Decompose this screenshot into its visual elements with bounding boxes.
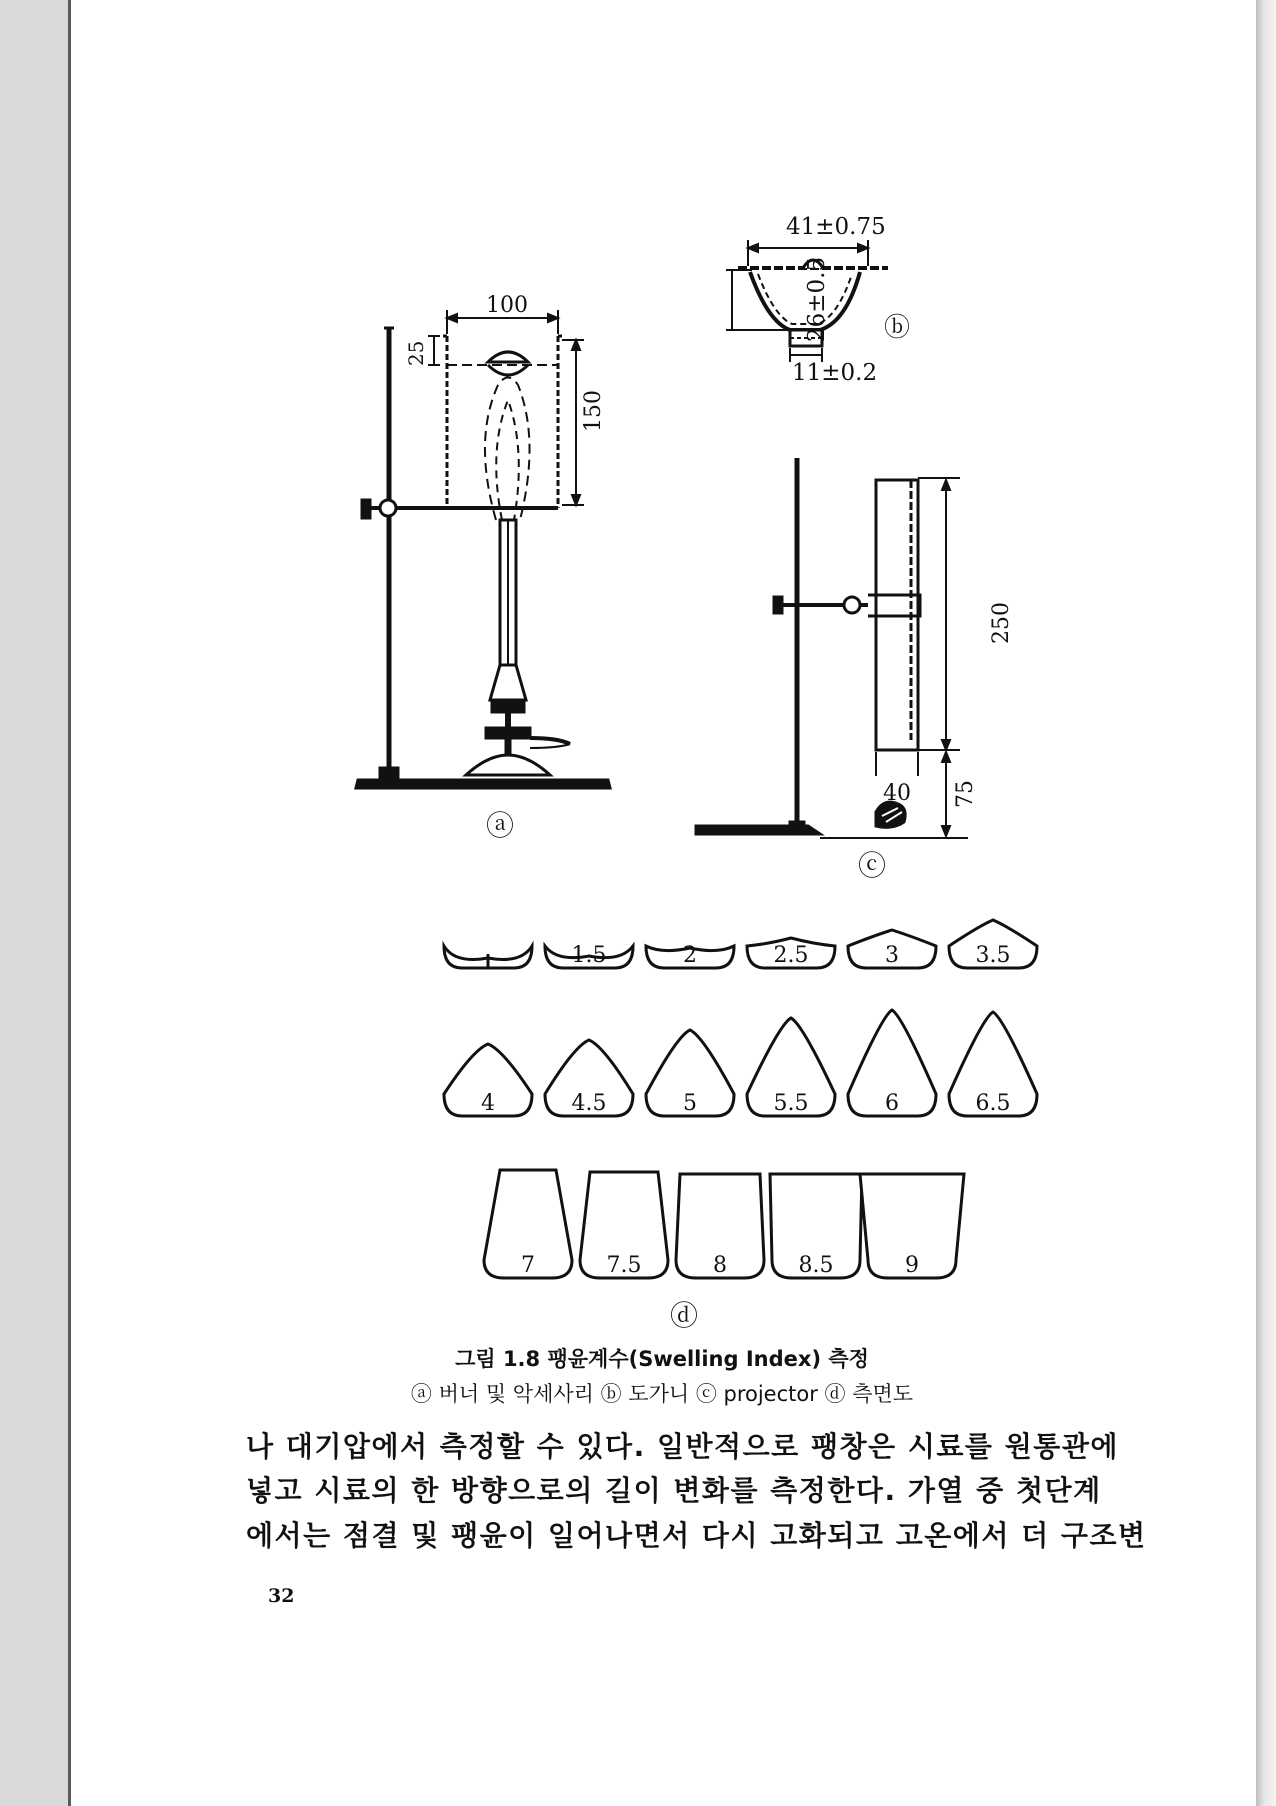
panel-c-label: ⓒ — [858, 849, 887, 882]
panel-a-dim-top: 25 — [404, 340, 428, 366]
panel-b-dim-height: 26±0.5 — [804, 256, 830, 342]
panel-a-label: ⓐ — [486, 809, 515, 842]
panel-d-profiles — [444, 920, 1037, 1278]
swelling-profile-label: 7 — [521, 1253, 535, 1278]
panel-a-burner-apparatus — [356, 328, 610, 788]
body-text-line-2: 넣고 시료의 한 방향으로의 길이 변화를 측정한다. 가열 중 첫단계 — [246, 1474, 1102, 1507]
panel-b-dim-bottom: 11±0.2 — [792, 360, 878, 386]
swelling-profile-label: 4 — [481, 1091, 495, 1116]
swelling-profile-label: 3.5 — [975, 943, 1011, 968]
panel-c-tube-apparatus — [696, 458, 968, 838]
swelling-profile-label: 3 — [885, 943, 899, 968]
page-edge-left — [68, 0, 71, 1806]
figure-caption-subtitle: ⓐ 버너 및 악세사리 ⓑ 도가니 ⓒ projector ⓓ 측면도 — [410, 1382, 914, 1406]
swelling-profile-label: 8 — [713, 1253, 727, 1278]
swelling-profile-label: 4.5 — [571, 1091, 607, 1116]
swelling-profile-label: 6.5 — [975, 1091, 1011, 1116]
page-edge-right — [1256, 0, 1276, 1806]
panel-b-dim-top: 41±0.75 — [786, 214, 886, 240]
panel-c-dim-lower: 75 — [953, 780, 978, 808]
book-page — [68, 0, 1256, 1806]
panel-a-dim-width: 100 — [486, 293, 528, 318]
swelling-profile-label: 2.5 — [773, 943, 809, 968]
swelling-profile-label: 5 — [683, 1091, 697, 1116]
page-number: 32 — [268, 1585, 295, 1607]
panel-c-dim-tube-width: 40 — [883, 781, 911, 806]
body-text-line-1: 나 대기압에서 측정할 수 있다. 일반적으로 팽창은 시료를 원통관에 — [246, 1430, 1119, 1463]
figure-swelling-index — [68, 0, 1256, 1340]
body-text-line-3: 에서는 점결 및 팽윤이 일어나면서 다시 고화되고 고온에서 더 구조변 — [246, 1519, 1147, 1552]
panel-b-label: ⓑ — [884, 313, 911, 343]
swelling-profile-label: 8.5 — [798, 1253, 834, 1278]
swelling-profile-label: 6 — [885, 1091, 899, 1116]
swelling-profile-label: 1.5 — [571, 943, 607, 968]
swelling-profile-label: 5.5 — [773, 1091, 809, 1116]
swelling-profile-label: 7.5 — [606, 1253, 642, 1278]
panel-d-label: ⓓ — [670, 1299, 699, 1332]
panel-a-dim-height: 150 — [581, 390, 606, 432]
swelling-profile-label: 9 — [905, 1253, 919, 1278]
figure-caption-title: 그림 1.8 팽윤계수(Swelling Index) 측정 — [455, 1347, 869, 1371]
panel-c-dim-tube-length: 250 — [989, 602, 1014, 644]
swelling-profile-label: 2 — [683, 943, 697, 968]
